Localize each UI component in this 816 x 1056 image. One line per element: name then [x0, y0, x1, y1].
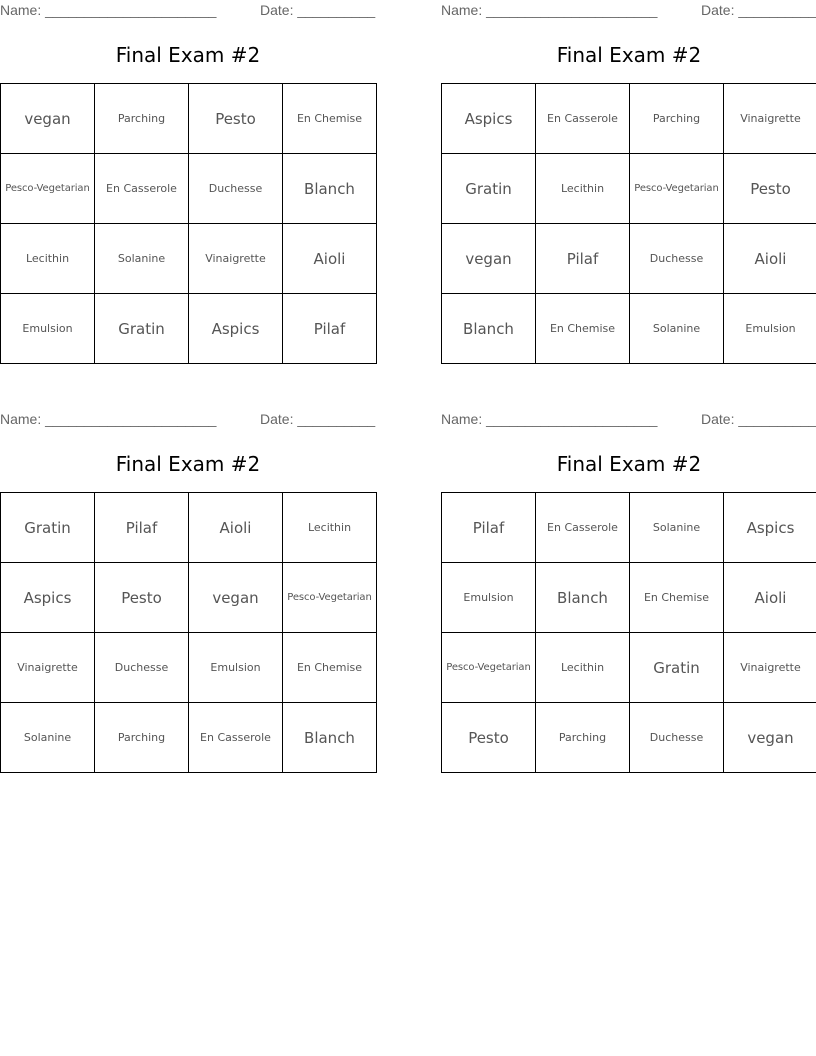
- grid-cell: Duchesse: [95, 633, 189, 703]
- grid-cell: Pilaf: [536, 224, 630, 294]
- grid-cell: Gratin: [630, 633, 724, 703]
- grid-cell: En Chemise: [283, 633, 377, 703]
- grid-cell: Pesco-Vegetarian: [630, 154, 724, 224]
- grid-row: [442, 633, 816, 703]
- grid-row: [1, 633, 377, 703]
- grid-row: [442, 493, 816, 563]
- grid-cell: Pesto: [95, 563, 189, 633]
- grid-cell: vegan: [724, 703, 816, 773]
- grid-cell: Pesto: [724, 154, 816, 224]
- grid-cell: Lecithin: [1, 224, 95, 294]
- grid-cell: Gratin: [442, 154, 536, 224]
- grid-cell: Lecithin: [536, 633, 630, 703]
- bingo-card-3: [0, 409, 376, 747]
- grid-cell: Emulsion: [1, 294, 95, 364]
- grid-row: [1, 224, 377, 294]
- bingo-card-2: [441, 0, 816, 338]
- grid-cell: Aspics: [1, 563, 95, 633]
- grid-cell: En Casserole: [536, 84, 630, 154]
- grid-cell: Aspics: [724, 493, 816, 563]
- grid-row: [442, 563, 816, 633]
- grid-cell: Vinaigrette: [1, 633, 95, 703]
- grid-row: [1, 563, 377, 633]
- grid-cell: Blanch: [536, 563, 630, 633]
- grid-cell: Gratin: [95, 294, 189, 364]
- grid-cell: Pesco-Vegetarian: [442, 633, 536, 703]
- card-header: [0, 0, 376, 22]
- bingo-grid: [0, 492, 377, 773]
- grid-cell: Gratin: [1, 493, 95, 563]
- grid-row: [1, 703, 377, 773]
- bingo-grid: [441, 83, 816, 364]
- grid-cell: Emulsion: [442, 563, 536, 633]
- bingo-card-1: [0, 0, 376, 338]
- grid-cell: Aspics: [189, 294, 283, 364]
- card-header: [441, 409, 816, 431]
- bingo-card-4: [441, 409, 816, 747]
- grid-cell: Pesco-Vegetarian: [283, 563, 377, 633]
- grid-cell: Parching: [95, 703, 189, 773]
- grid-row: [1, 84, 377, 154]
- grid-cell: Duchesse: [189, 154, 283, 224]
- grid-row: [442, 154, 816, 224]
- grid-cell: Blanch: [283, 703, 377, 773]
- grid-cell: Pesto: [442, 703, 536, 773]
- grid-row: [442, 294, 816, 364]
- grid-cell: Aioli: [189, 493, 283, 563]
- grid-cell: Solanine: [95, 224, 189, 294]
- grid-cell: En Chemise: [536, 294, 630, 364]
- grid-row: [1, 493, 377, 563]
- grid-cell: Pilaf: [95, 493, 189, 563]
- grid-cell: Pesto: [189, 84, 283, 154]
- card-title: Final Exam #2: [115, 43, 261, 67]
- grid-cell: Emulsion: [724, 294, 816, 364]
- grid-cell: En Chemise: [630, 563, 724, 633]
- grid-cell: Vinaigrette: [189, 224, 283, 294]
- grid-row: [442, 224, 816, 294]
- date-field-label: Date: __________: [701, 2, 816, 18]
- grid-row: [442, 703, 816, 773]
- grid-cell: Solanine: [630, 294, 724, 364]
- grid-row: [1, 154, 377, 224]
- grid-cell: Aspics: [442, 84, 536, 154]
- grid-cell: Lecithin: [536, 154, 630, 224]
- grid-cell: vegan: [189, 563, 283, 633]
- card-header: [0, 409, 376, 431]
- grid-cell: Vinaigrette: [724, 633, 816, 703]
- grid-cell: Parching: [536, 703, 630, 773]
- grid-cell: Solanine: [1, 703, 95, 773]
- grid-cell: Solanine: [630, 493, 724, 563]
- card-title: Final Exam #2: [556, 452, 702, 476]
- grid-cell: En Chemise: [283, 84, 377, 154]
- grid-cell: Vinaigrette: [724, 84, 816, 154]
- grid-row: [1, 294, 377, 364]
- date-field-label: Date: __________: [260, 411, 376, 427]
- grid-cell: Emulsion: [189, 633, 283, 703]
- grid-cell: Parching: [630, 84, 724, 154]
- grid-cell: Aioli: [724, 563, 816, 633]
- grid-cell: Blanch: [283, 154, 377, 224]
- name-field-label: Name: ______________________: [0, 2, 217, 18]
- grid-cell: Lecithin: [283, 493, 377, 563]
- grid-row: [442, 84, 816, 154]
- card-title: Final Exam #2: [556, 43, 702, 67]
- grid-cell: Duchesse: [630, 703, 724, 773]
- grid-cell: Pesco-Vegetarian: [1, 154, 95, 224]
- grid-cell: En Casserole: [536, 493, 630, 563]
- grid-cell: Duchesse: [630, 224, 724, 294]
- grid-cell: Aioli: [724, 224, 816, 294]
- grid-cell: Pilaf: [283, 294, 377, 364]
- card-title: Final Exam #2: [115, 452, 261, 476]
- grid-cell: Aioli: [283, 224, 377, 294]
- grid-cell: vegan: [442, 224, 536, 294]
- grid-cell: Blanch: [442, 294, 536, 364]
- bingo-grid: [0, 83, 377, 364]
- date-field-label: Date: __________: [260, 2, 376, 18]
- name-field-label: Name: ______________________: [441, 2, 658, 18]
- card-header: [441, 0, 816, 22]
- grid-cell: Parching: [95, 84, 189, 154]
- grid-cell: Pilaf: [442, 493, 536, 563]
- grid-cell: vegan: [1, 84, 95, 154]
- name-field-label: Name: ______________________: [441, 411, 658, 427]
- grid-cell: En Casserole: [95, 154, 189, 224]
- bingo-grid: [441, 492, 816, 773]
- name-field-label: Name: ______________________: [0, 411, 217, 427]
- grid-cell: En Casserole: [189, 703, 283, 773]
- date-field-label: Date: __________: [701, 411, 816, 427]
